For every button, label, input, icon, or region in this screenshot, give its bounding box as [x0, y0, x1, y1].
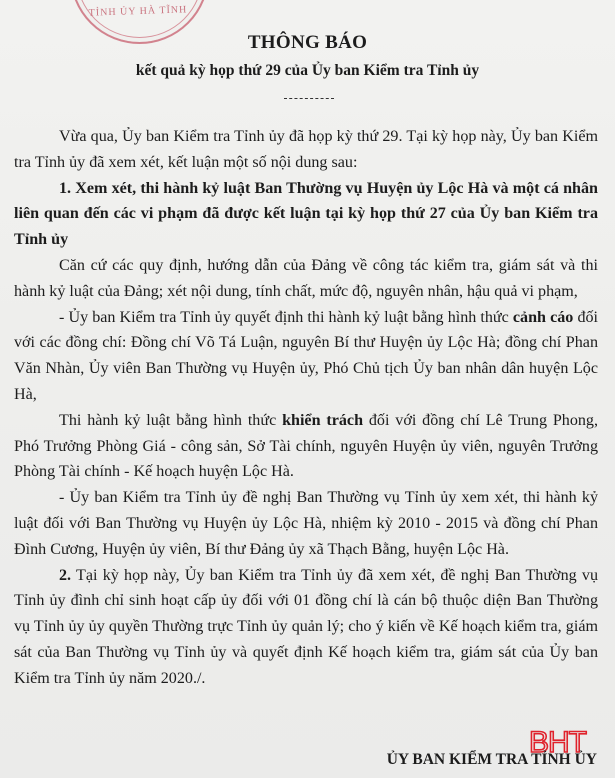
- discipline-form-warning: cảnh cáo: [512, 308, 574, 326]
- reprimand-discipline-paragraph: [14, 408, 598, 485]
- document-subtitle: kết quả kỳ họp thứ 29 của Ủy ban Kiểm tra Tỉnh ủy: [135, 62, 480, 79]
- intro-paragraph: Vừa qua, Ủy ban Kiểm tra Tỉnh ủy đã họp kỳ thứ 29. Tại kỳ họp này, Ủy ban Kiểm tra Tỉnh ủy đã xem xét, kết luận một số nội dung sau:: [14, 128, 598, 171]
- document-title: THÔNG BÁO: [247, 32, 368, 53]
- signature-block: ỦY BAN KIỂM TRA TỈNH ỦY: [386, 751, 597, 768]
- text: Tại kỳ họp này, Ủy ban Kiểm tra Tỉnh ủy đã xem xét, đề nghị Ban Thường vụ Tỉnh ủy đình chỉ sinh hoạt cấp ủy đối với 01 đồng chí là cán bộ thuộc diện Ban Thường vụ Tỉnh ủy ủy quyền Thường trực Tỉnh ủy quản lý; cho ý kiến về Kế hoạch kiểm tra, giám sát của Ban Thường vụ Tỉnh ủy và quyết định Kế hoạch kiểm tra, giám sát của Ủy ban Kiểm tra Tỉnh ủy năm 2020./.: [14, 566, 598, 687]
- text: Thi hành kỷ luật bằng hình thức: [59, 411, 283, 429]
- title-divider: [284, 98, 334, 99]
- seal-text: TỈNH ỦY HÀ TĨNH: [88, 4, 188, 19]
- text: - Ủy ban Kiểm tra Tỉnh ủy quyết định thi hành kỷ luật bằng hình thức: [59, 308, 513, 326]
- text: đối với các đồng chí: Đồng chí Võ Tá Luận, nguyên Bí thư Huyện ủy Lộc Hà; đồng chí Phan Văn Nhàn, Ủy viên Ban Thường vụ Huyện ủy, Phó Chủ tịch Ủy ban nhân dân huyện Lộc Hà,: [14, 308, 599, 403]
- section-2-number: 2.: [59, 566, 72, 584]
- section-1-heading: 1. Xem xét, thi hành kỷ luật Ban Thường vụ Huyện ủy Lộc Hà và một cá nhân liên quan đến các vi phạm đã được kết luận tại kỳ họp thứ 27 của Ủy ban Kiểm tra Tỉnh ủy: [14, 179, 598, 249]
- section-2-paragraph: [14, 563, 598, 692]
- text: đối với đồng chí Lê Trung Phong, Phó Trưởng Phòng Giá - công sản, Sở Tài chính, nguyên Huyện ủy viên, nguyên Trưởng Phòng Tài chính - Kế hoạch huyện Lộc Hà.: [14, 411, 599, 481]
- discipline-form-reprimand: khiển trách: [282, 411, 364, 429]
- document-body: [14, 124, 598, 692]
- warning-discipline-paragraph: [14, 305, 598, 408]
- bht-watermark-logo: BHT: [529, 726, 586, 759]
- basis-paragraph: Căn cứ các quy định, hướng dẫn của Đảng về công tác kiểm tra, giám sát và thi hành kỷ luật của Đảng; xét nội dung, tính chất, mức độ, nguyên nhân, hậu quả vi phạm,: [14, 256, 598, 300]
- proposal-paragraph: - Ủy ban Kiểm tra Tỉnh ủy đề nghị Ban Thường vụ Tỉnh ủy xem xét, thi hành kỷ luật đối với Ban Thường vụ Huyện ủy Lộc Hà, nhiệm kỳ 2010 - 2015 và đồng chí Phan Đình Cương, Huyện ủy viên, Bí thư Đảng ủy xã Thạch Bằng, huyện Lộc Hà.: [14, 489, 598, 558]
